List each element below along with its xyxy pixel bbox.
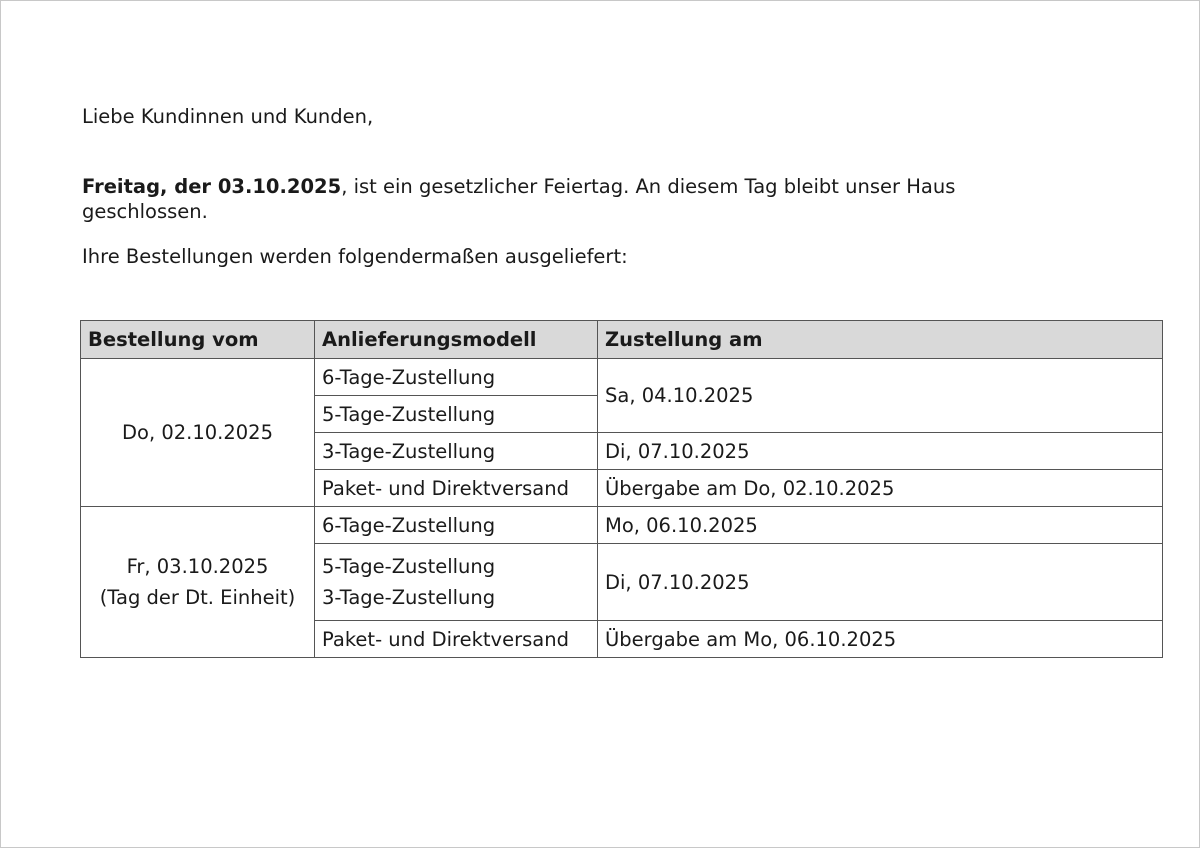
- model-cell: Paket- und Direktversand: [315, 621, 598, 658]
- model-cell: 6-Tage-Zustellung: [315, 359, 598, 396]
- delivery-cell: Di, 07.10.2025: [598, 433, 1163, 470]
- model-cell: Paket- und Direktversand: [315, 470, 598, 507]
- order-date-cell: Do, 02.10.2025: [81, 359, 315, 507]
- holiday-notice-text: , ist ein gesetzlicher Feiertag. An diesem Tag bleibt unser Haus geschlossen.: [82, 175, 956, 223]
- delivery-cell: Übergabe am Do, 02.10.2025: [598, 470, 1163, 507]
- delivery-table: [80, 320, 1163, 658]
- order-date: Fr, 03.10.2025: [126, 555, 269, 578]
- model-line: 5-Tage-Zustellung: [322, 555, 496, 578]
- model-cell: 6-Tage-Zustellung: [315, 507, 598, 544]
- delivery-cell: Übergabe am Mo, 06.10.2025: [598, 621, 1163, 658]
- holiday-notice: [82, 174, 1042, 224]
- model-cell: [315, 544, 598, 621]
- delivery-cell: Sa, 04.10.2025: [598, 359, 1163, 433]
- delivery-cell: Mo, 06.10.2025: [598, 507, 1163, 544]
- order-date-cell: [81, 507, 315, 658]
- delivery-intro: Ihre Bestellungen werden folgendermaßen ausgeliefert:: [82, 245, 628, 268]
- holiday-date: Freitag, der 03.10.2025: [82, 175, 342, 198]
- header-delivery-model: Anlieferungsmodell: [315, 321, 598, 359]
- delivery-cell: Di, 07.10.2025: [598, 544, 1163, 621]
- header-order-date: Bestellung vom: [81, 321, 315, 359]
- table-row: [81, 359, 1163, 396]
- model-cell: 5-Tage-Zustellung: [315, 396, 598, 433]
- header-delivery-date: Zustellung am: [598, 321, 1163, 359]
- order-date-note: (Tag der Dt. Einheit): [99, 586, 296, 609]
- table-header-row: [81, 321, 1163, 359]
- table-row: [81, 507, 1163, 544]
- model-line: 3-Tage-Zustellung: [322, 586, 496, 609]
- model-cell: 3-Tage-Zustellung: [315, 433, 598, 470]
- greeting: Liebe Kundinnen und Kunden,: [82, 105, 374, 128]
